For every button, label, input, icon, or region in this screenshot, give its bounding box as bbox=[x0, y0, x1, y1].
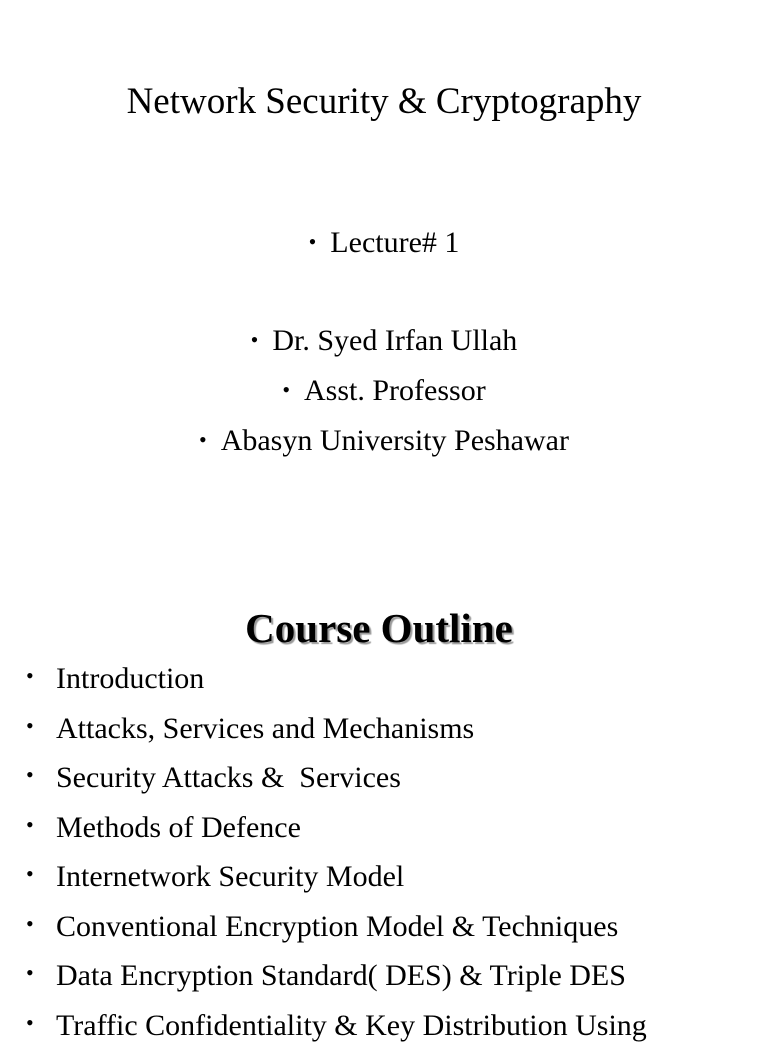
bullet-icon: • bbox=[26, 663, 34, 688]
list-item bbox=[0, 803, 768, 853]
list-item bbox=[0, 902, 768, 952]
bullet-icon: • bbox=[26, 811, 34, 837]
bullet-icon: • bbox=[199, 427, 207, 452]
list-item-text: Traffic Confidentiality & Key Distribution Using bbox=[56, 1008, 647, 1042]
bullet-icon: • bbox=[250, 327, 259, 352]
list-item-author-institution bbox=[0, 416, 768, 466]
bullet-icon: • bbox=[26, 960, 34, 985]
list-item bbox=[0, 852, 768, 902]
author-institution: Abasyn University Peshawar bbox=[220, 424, 569, 457]
slide-2 bbox=[0, 560, 768, 1042]
list-item bbox=[0, 1001, 768, 1051]
bullet-icon: • bbox=[282, 377, 291, 402]
slide-title: Network Security & Cryptography bbox=[126, 81, 642, 122]
lecture-list bbox=[0, 218, 768, 268]
list-item-text: Methods of Defence bbox=[56, 810, 301, 844]
bullet-icon: • bbox=[308, 229, 317, 254]
list-item bbox=[0, 951, 768, 1001]
lecture-number: Lecture# 1 bbox=[330, 226, 460, 259]
author-list bbox=[0, 316, 768, 466]
bullet-icon: • bbox=[26, 1009, 34, 1035]
list-item-text: Data Encryption Standard( DES) & Triple DES bbox=[56, 959, 626, 992]
outline-title: Course Outline bbox=[245, 605, 513, 651]
list-item-text: Internetwork Security Model bbox=[56, 860, 405, 893]
list-item-author-name bbox=[0, 316, 768, 366]
bullet-icon: • bbox=[26, 910, 34, 936]
list-item-text: Security Attacks & Services bbox=[56, 761, 401, 794]
list-item-author-position bbox=[0, 366, 768, 416]
list-item bbox=[0, 654, 768, 704]
bullet-icon: • bbox=[26, 762, 34, 787]
list-item-text: Introduction bbox=[56, 662, 205, 695]
list-item bbox=[0, 753, 768, 803]
bullet-icon: • bbox=[26, 861, 34, 886]
author-name: Dr. Syed Irfan Ullah bbox=[272, 324, 518, 357]
bullet-icon: • bbox=[26, 712, 34, 738]
list-item bbox=[0, 704, 768, 754]
list-item-text: Conventional Encryption Model & Techniques bbox=[56, 909, 619, 943]
list-item-text: Attacks, Services and Mechanisms bbox=[56, 711, 475, 745]
course-outline-list bbox=[0, 654, 768, 1050]
list-item-lecture bbox=[0, 218, 768, 268]
author-position: Asst. Professor bbox=[304, 374, 486, 407]
